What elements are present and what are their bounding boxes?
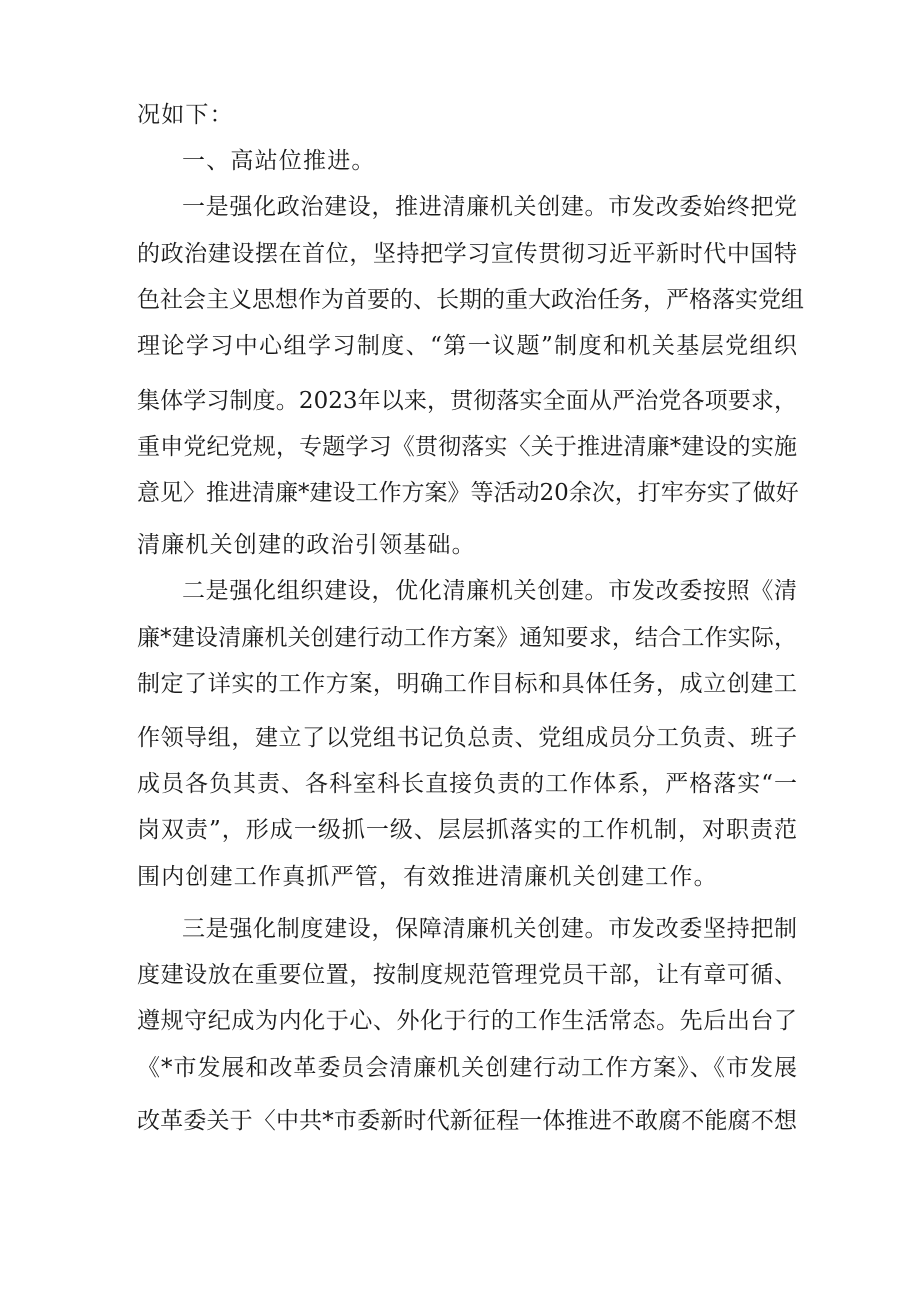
paragraph-line: 清廉机关创建的政治引领基础。: [137, 532, 476, 558]
paragraph-line: 围内创建工作真抓严管，有效推进清廉机关创建工作。: [137, 864, 718, 890]
paragraph-line: 成员各负其责、各科室科长直接负责的工作体系，严格落实“一: [137, 771, 797, 797]
paragraph-line: 意见〉推进清廉*建设工作方案》等活动20余次，打牢夯实了做好: [137, 480, 799, 506]
paragraph-line: 度建设放在重要位置，按制度规范管理党员干部，让有章可循、: [137, 962, 797, 988]
paragraph-line: 集体学习制度。2023年以来，贯彻落实全面从严治党各项要求，: [137, 388, 797, 414]
paragraph-line: 遵规守纪成为内化于心、外化于行的工作生活常态。先后出台了: [137, 1008, 797, 1034]
paragraph-line: 二是强化组织建设，优化清廉机关创建。市发改委按照《清: [182, 578, 797, 604]
paragraph-line: 色社会主义思想作为首要的、长期的重大政治任务，严格落实党组: [137, 287, 804, 313]
paragraph-line: 的政治建设摆在首位，坚持把学习宣传贯彻习近平新时代中国特: [137, 241, 797, 267]
paragraph-line: 重申党纪党规，专题学习《贯彻落实〈关于推进清廉*建设的实施: [137, 434, 797, 460]
paragraph-line: 廉*建设清廉机关创建行动工作方案》通知要求，结合工作实际，: [137, 625, 797, 651]
paragraph-line: 改革委关于〈中共*市委新时代新征程一体推进不敢腐不能腐不想: [137, 1108, 797, 1134]
paragraph-line: 作领导组，建立了以党组书记负总责、党组成员分工负责、班子: [137, 725, 797, 751]
paragraph-line: 一是强化政治建设，推进清廉机关创建。市发改委始终把党: [182, 194, 797, 220]
text-line: 况如下：: [137, 102, 234, 128]
paragraph-line: 《*市发展和改革委员会清廉机关创建行动工作方案》、《市发展: [137, 1055, 797, 1081]
section-heading: 一、高站位推进。: [182, 148, 376, 174]
paragraph-line: 三是强化制度建设，保障清廉机关创建。市发改委坚持把制: [182, 916, 797, 942]
paragraph-line: 岗双责”，形成一级抓一级、层层抓落实的工作机制，对职责范: [137, 817, 797, 843]
paragraph-line: 理论学习中心组学习制度、“第一议题”制度和机关基层党组织: [137, 333, 797, 359]
paragraph-line: 制定了详实的工作方案，明确工作目标和具体任务，成立创建工: [137, 671, 797, 697]
